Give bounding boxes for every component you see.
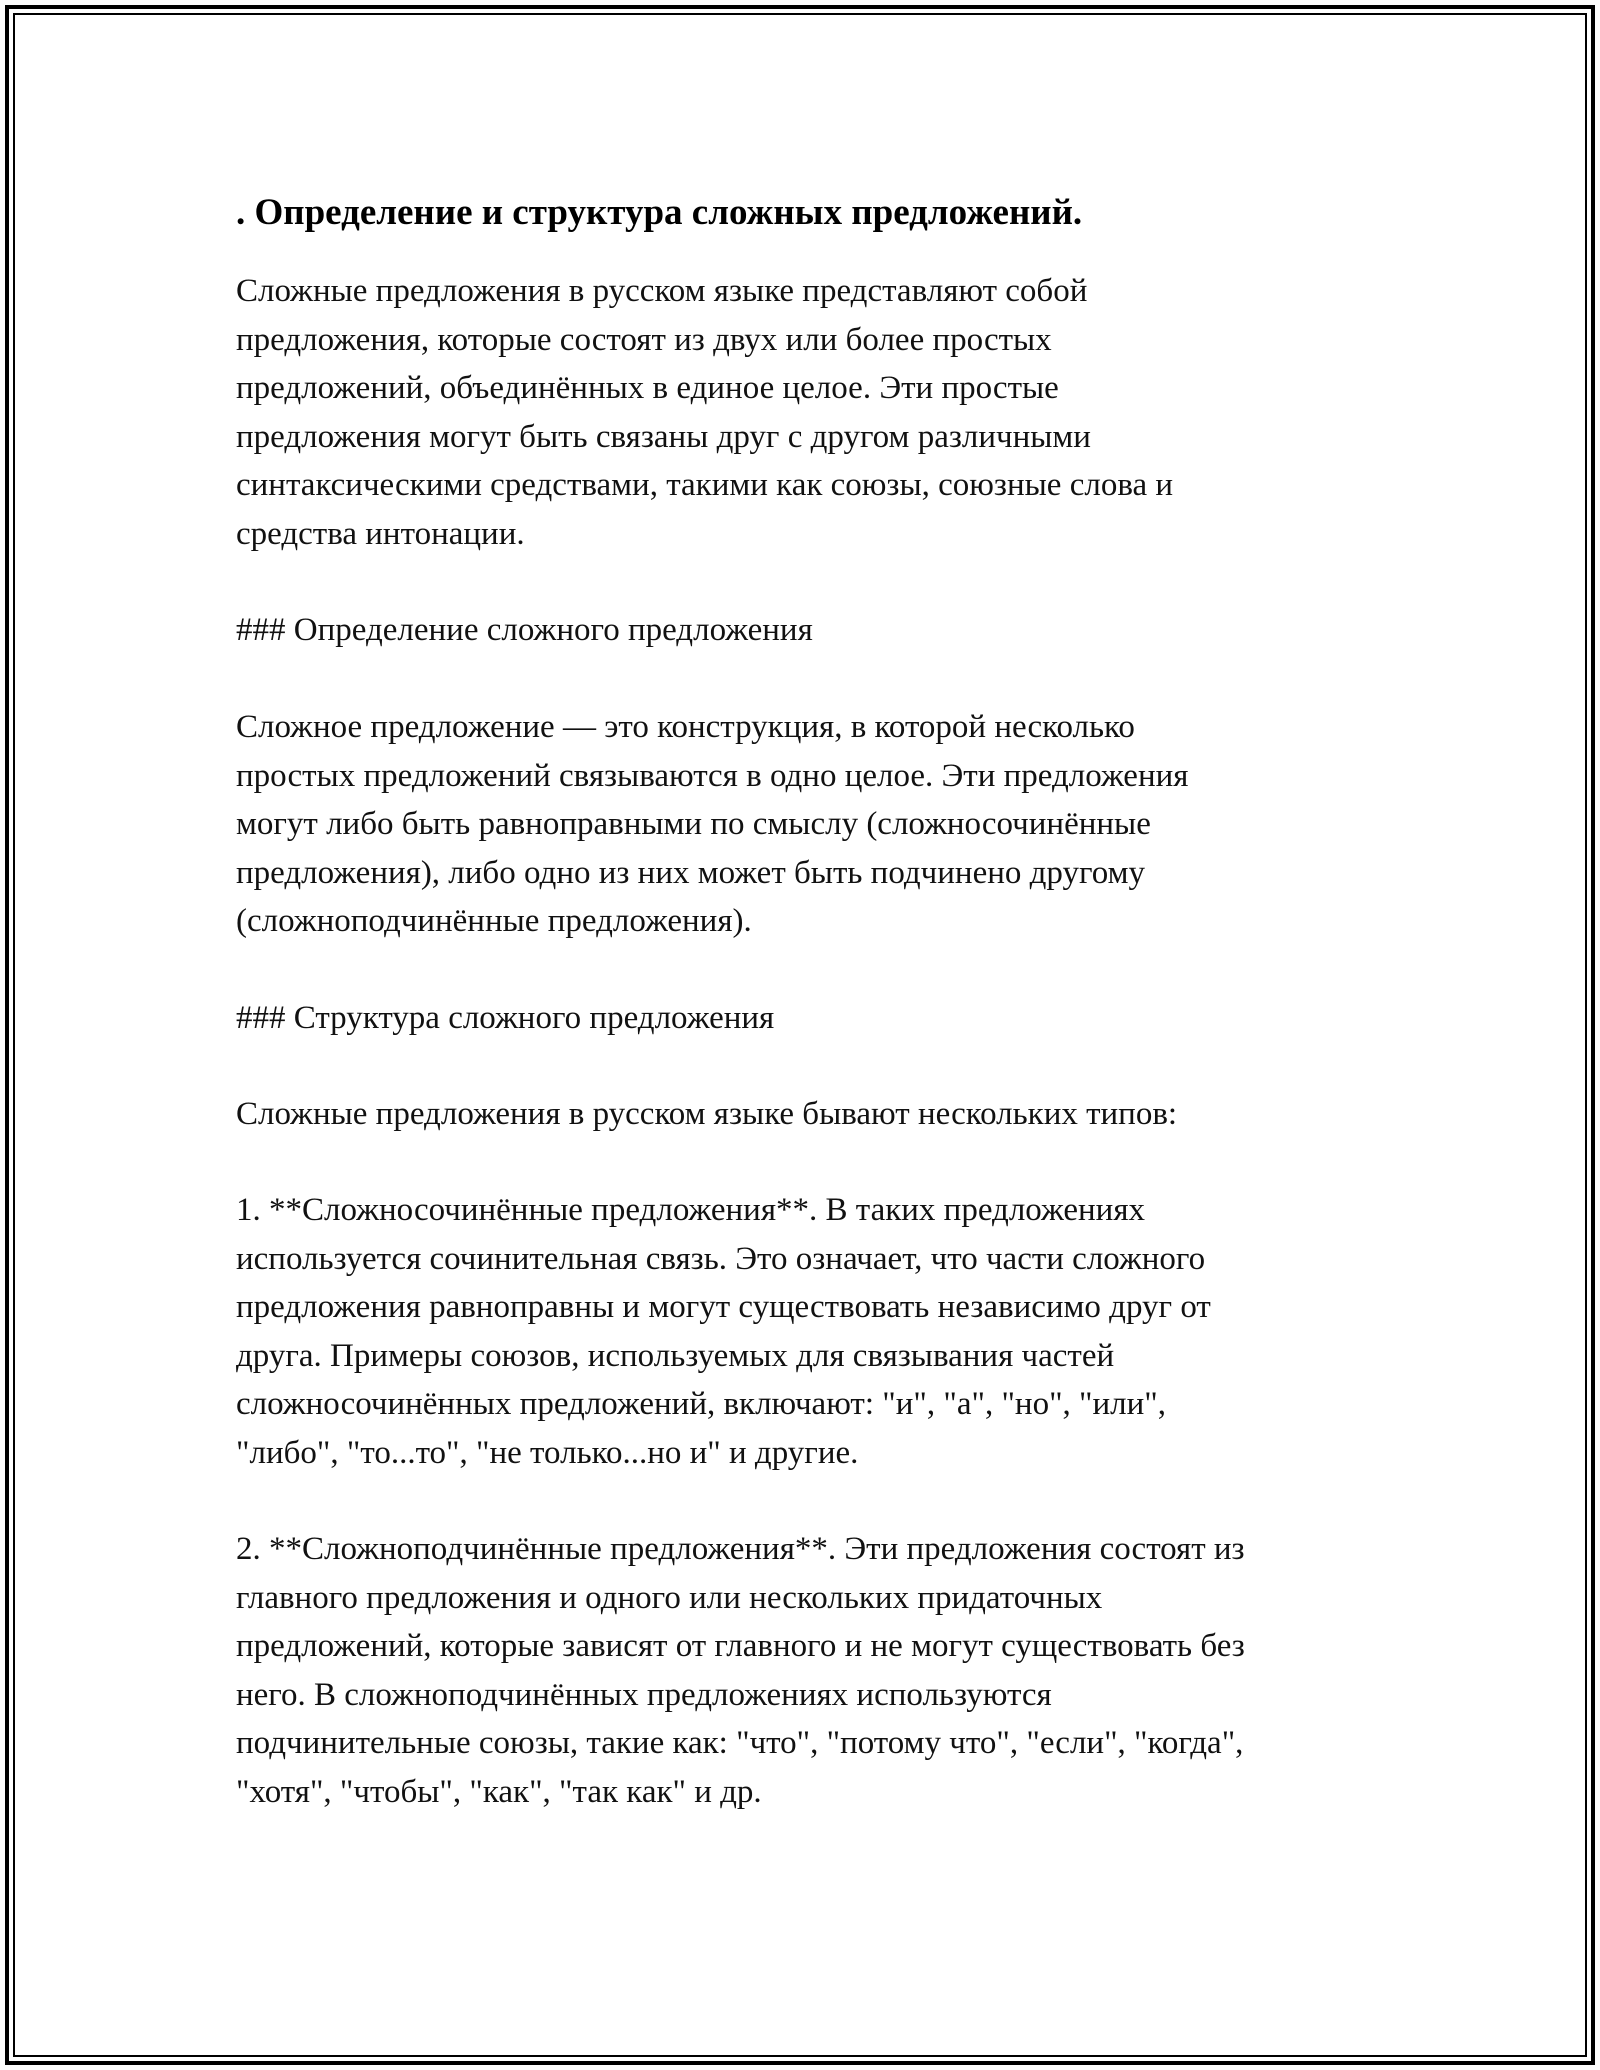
list-item-line: сложносочинённых предложений, включают: "и", "а", "но", "или", (236, 1386, 1167, 1422)
structure-heading (236, 994, 774, 1043)
definition-line: простых предложений связываются в одно целое. Эти предложения (236, 757, 1189, 794)
definition-line: (сложноподчинённые предложения). (236, 903, 752, 939)
definition-line: предложения), либо одно из них может быть подчинено другому (236, 854, 1145, 891)
list-item-line: используется сочинительная связь. Это означает, что части сложного (236, 1240, 1206, 1277)
types-intro-paragraph (236, 1090, 1177, 1139)
intro-line: средства интонации. (236, 515, 525, 552)
types-intro-line: Сложные предложения в русском языке бывают нескольких типов: (236, 1096, 1178, 1132)
list-item-complex (236, 1525, 1245, 1816)
structure-heading-text: ### Структура сложного предложения (236, 1000, 775, 1036)
definition-paragraph (236, 703, 1188, 946)
list-item-compound (236, 1186, 1211, 1477)
intro-line: Сложные предложения в русском языке представляют собой (236, 273, 1088, 309)
list-item-line: предложений, которые зависят от главного и не могут существовать без (236, 1628, 1245, 1664)
intro-line: синтаксическими средствами, такими как союзы, союзные слова и (236, 467, 1174, 503)
definition-line: могут либо быть равноправными по смыслу (сложносочинённые (236, 806, 1151, 842)
list-item-line: друга. Примеры союзов, используемых для связывания частей (236, 1337, 1115, 1374)
definition-heading-text: ### Определение сложного предложения (236, 612, 813, 648)
list-item-line: "либо", "то...то", "не только...но и" и другие. (236, 1434, 859, 1471)
intro-line: предложения, которые состоят из двух или более простых (236, 321, 1052, 358)
list-item-line: него. В сложноподчинённых предложениях используются (236, 1676, 1052, 1713)
document-title: . Определение и структура сложных предложений. (236, 192, 1083, 233)
list-item-line: главного предложения и одного или нескольких придаточных (236, 1579, 1103, 1616)
list-item-line: 2. **Сложноподчинённые предложения**. Эти предложения состоят из (236, 1531, 1245, 1567)
list-item-line: предложения равноправны и могут существовать независимо друг от (236, 1289, 1211, 1325)
definition-heading (236, 606, 813, 655)
intro-paragraph (236, 267, 1173, 558)
list-item-line: подчинительные союзы, такие как: "что", "потому что", "если", "когда", (236, 1725, 1244, 1761)
list-item-line: "хотя", "чтобы", "как", "так как" и др. (236, 1773, 762, 1810)
list-item-line: 1. **Сложносочинённые предложения**. В таких предложениях (236, 1192, 1145, 1228)
intro-line: предложения могут быть связаны друг с другом различными (236, 418, 1091, 455)
definition-line: Сложное предложение — это конструкция, в которой несколько (236, 709, 1135, 745)
intro-line: предложений, объединённых в единое целое. Эти простые (236, 370, 1059, 406)
